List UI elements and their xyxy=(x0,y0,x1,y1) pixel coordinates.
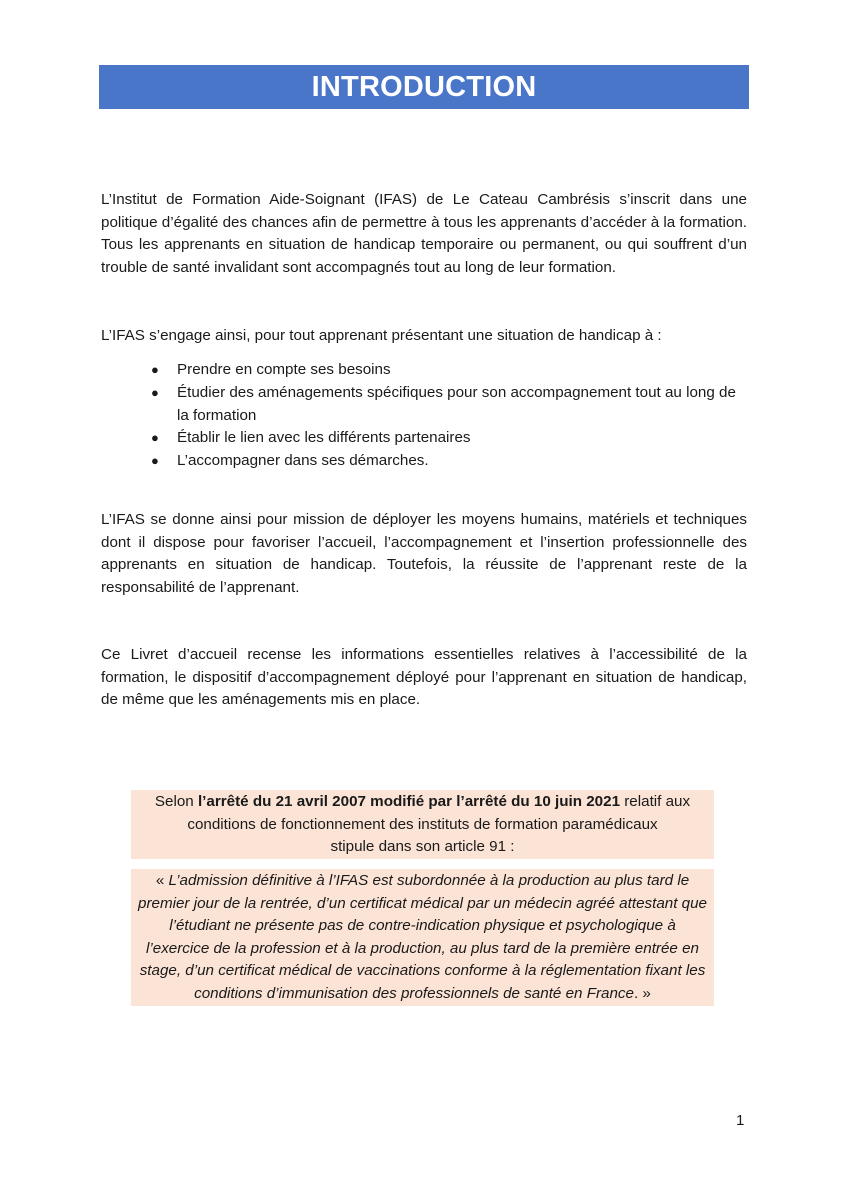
bullet-icon: ● xyxy=(151,430,159,446)
regulation-quote-box: « L’admission définitive à l’IFAS est subordonnée à la production au plus tard le premier jour de la rentrée, d’un certificat médical par un médecin agréé attestant que l’étudiant ne présente pas de contre-indication physique et psychologique à l’exercice de la profession et à la production, au plus tard de la première entrée en stage, d’un certificat médical de vaccinations conforme à la réglementation fixant les conditions d’immunisation des professionnels de santé en France. » xyxy=(131,869,714,1006)
bullet-icon: ● xyxy=(151,362,159,377)
booklet-paragraph: Ce Livret d’accueil recense les informations essentielles relatives à l’accessibilité de la formation, le dispositif d’accompagnement déployé pour l’apprenant en situation de handicap, de même que les aménagements mis en place. xyxy=(101,646,747,708)
bullet-icon: ● xyxy=(151,384,159,400)
commitment-list xyxy=(101,359,747,473)
page-title: INTRODUCTION xyxy=(99,65,749,109)
list-item: ● Prendre en compte ses besoins xyxy=(101,359,747,382)
list-item: ● Établir le lien avec les différents partenaires xyxy=(101,427,747,450)
regulation-reference: l’arrêté du 21 avril 2007 modifié par l’arrêté du 10 juin 2021 xyxy=(197,793,621,810)
intro-paragraph: L’Institut de Formation Aide-Soignant (IFAS) de Le Cateau Cambrésis s’inscrit dans une politique d’égalité des chances afin de permettre à tous les apprenants d’accéder à la formation. Tous les apprenants en situation de handicap temporaire ou permanent, ou qui souffrent d’un trouble de santé invalidant sont accompagnés tout au long de leur formation. xyxy=(101,191,747,276)
page-number: 1 xyxy=(736,1112,745,1129)
mission-paragraph: L’IFAS se donne ainsi pour mission de déployer les moyens humains, matériels et techniques dont il dispose pour favoriser l’accueil, l’accompagnement et l’insertion professionnelle des apprenants en situation de handicap. Toutefois, la réussite de l’apprenant reste de la responsabilité de l’apprenant. xyxy=(101,511,747,596)
list-item: ● Étudier des aménagements spécifiques pour son accompagnement tout au long de la formation xyxy=(151,383,736,424)
regulation-quote: L’admission définitive à l’IFAS est subordonnée à la production au plus tard le premier jour de la rentrée, d’un certificat médical par un médecin agréé attestant que l’étudiant ne présente pas de contre-indication physique et psychologique à l’exercice de la profession et à la production, au plus tard de la première entrée en stage, d’un certificat médical de vaccinations conforme à la réglementation fixant les conditions d’immunisation des professionnels de santé en France xyxy=(138,872,707,1002)
list-item: ● L’accompagner dans ses démarches. xyxy=(101,450,747,473)
bullet-icon: ● xyxy=(151,453,159,469)
commitment-paragraph: L’IFAS s’engage ainsi, pour tout apprenant présentant une situation de handicap à : xyxy=(101,327,662,344)
regulation-reference-box: Selon l’arrêté du 21 avril 2007 modifié par l’arrêté du 10 juin 2021 relatif aux conditions de fonctionnement des instituts de formation paramédicaux stipule dans son article 91 : xyxy=(131,790,714,859)
